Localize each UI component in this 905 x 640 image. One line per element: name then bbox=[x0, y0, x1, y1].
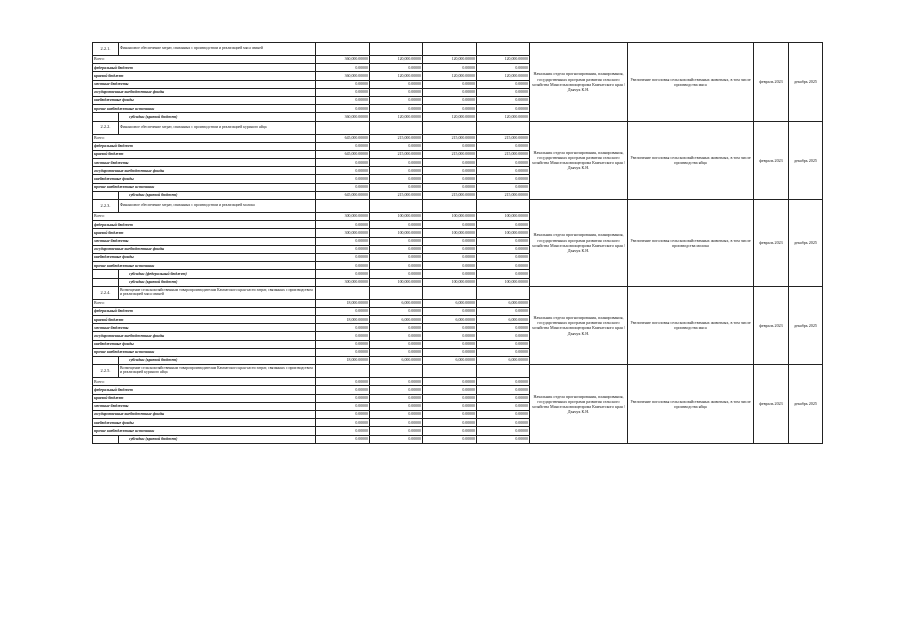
amount-cell: 0.00000 bbox=[316, 142, 370, 150]
amount-cell: 0.00000 bbox=[370, 175, 423, 183]
empty-cell bbox=[370, 365, 423, 378]
funding-source-label: местные бюджеты bbox=[93, 402, 316, 410]
amount-cell: 0.00000 bbox=[423, 340, 477, 348]
amount-cell: 0.00000 bbox=[477, 88, 530, 96]
empty-cell bbox=[370, 121, 423, 134]
funding-source-label: федеральный бюджет bbox=[93, 386, 316, 394]
amount-cell: 0.00000 bbox=[370, 237, 423, 245]
amount-cell: 0.00000 bbox=[316, 64, 370, 72]
funding-source-label: краевой бюджет bbox=[93, 72, 316, 80]
funding-source-label: прочие внебюджетные источники bbox=[93, 262, 316, 270]
amount-cell: 0.00000 bbox=[370, 253, 423, 261]
amount-cell: 0.00000 bbox=[477, 245, 530, 253]
end-date: декабрь 2025 bbox=[789, 365, 823, 444]
amount-cell: 0.00000 bbox=[370, 348, 423, 356]
amount-cell: 0.00000 bbox=[423, 402, 477, 410]
amount-cell: 0.00000 bbox=[423, 221, 477, 229]
amount-cell: 360,000.00000 bbox=[316, 56, 370, 64]
empty-cell bbox=[316, 286, 370, 299]
measure-title: Возмещение сельскохозяйственным товаропроизводителям Камчатского края части затрат, связанных с производством и реализацией куриного яйца bbox=[119, 365, 316, 378]
funding-source-label: местные бюджеты bbox=[93, 237, 316, 245]
amount-cell: 645,000.00000 bbox=[316, 150, 370, 158]
amount-cell: 6,000.00000 bbox=[370, 357, 423, 365]
amount-cell: 120,000.00000 bbox=[477, 72, 530, 80]
amount-cell: 6,000.00000 bbox=[477, 299, 530, 307]
measure-title: Возмещение сельскохозяйственным товаропроизводителям Камчатского края части затрат, связанных с производством и реализацией мяса свиней bbox=[119, 286, 316, 299]
funding-source-label: внебюджетные фонды bbox=[93, 175, 316, 183]
funding-source-label: Всего: bbox=[93, 213, 316, 221]
expected-result: Увеличение поголовья сельскохозяйственных животных, в том числе производства яйца bbox=[628, 365, 754, 444]
amount-cell: 645,000.00000 bbox=[316, 134, 370, 142]
amount-cell: 215,000.00000 bbox=[370, 150, 423, 158]
amount-cell: 120,000.00000 bbox=[423, 72, 477, 80]
amount-cell: 0.00000 bbox=[370, 419, 423, 427]
empty-cell bbox=[93, 113, 119, 121]
amount-cell: 0.00000 bbox=[477, 340, 530, 348]
amount-cell: 0.00000 bbox=[316, 88, 370, 96]
amount-cell: 0.00000 bbox=[316, 221, 370, 229]
amount-cell: 0.00000 bbox=[316, 237, 370, 245]
empty-cell bbox=[477, 286, 530, 299]
amount-cell: 0.00000 bbox=[477, 64, 530, 72]
amount-cell: 0.00000 bbox=[370, 340, 423, 348]
empty-cell bbox=[423, 43, 477, 56]
empty-cell bbox=[316, 365, 370, 378]
amount-cell: 0.00000 bbox=[316, 324, 370, 332]
amount-cell: 6,000.00000 bbox=[370, 299, 423, 307]
amount-cell: 0.00000 bbox=[370, 270, 423, 278]
amount-cell: 100,000.00000 bbox=[423, 229, 477, 237]
empty-cell bbox=[477, 43, 530, 56]
funding-source-label: государственные внебюджетные фонды bbox=[93, 88, 316, 96]
funding-source-label: внебюджетные фонды bbox=[93, 96, 316, 104]
amount-cell: 120,000.00000 bbox=[370, 56, 423, 64]
amount-cell: 0.00000 bbox=[477, 270, 530, 278]
measure-title: Финансовое обеспечение затрат, связанных с производством и реализацией молока bbox=[119, 200, 316, 213]
amount-cell: 0.00000 bbox=[316, 427, 370, 435]
amount-cell: 0.00000 bbox=[423, 419, 477, 427]
amount-cell: 6,000.00000 bbox=[477, 316, 530, 324]
start-date: февраль 2023 bbox=[754, 43, 789, 122]
amount-cell: 0.00000 bbox=[423, 253, 477, 261]
funding-source-label: краевой бюджет bbox=[93, 150, 316, 158]
funding-source-label: краевой бюджет bbox=[93, 394, 316, 402]
amount-cell: 0.00000 bbox=[370, 183, 423, 191]
amount-cell: 215,000.00000 bbox=[477, 150, 530, 158]
empty-cell bbox=[370, 200, 423, 213]
end-date: декабрь 2025 bbox=[789, 121, 823, 200]
amount-cell: 0.00000 bbox=[370, 159, 423, 167]
funding-source-label: краевой бюджет bbox=[93, 229, 316, 237]
amount-cell: 0.00000 bbox=[477, 324, 530, 332]
start-date: февраль 2023 bbox=[754, 121, 789, 200]
start-date: февраль 2023 bbox=[754, 200, 789, 287]
empty-cell bbox=[477, 365, 530, 378]
amount-cell: 0.00000 bbox=[370, 427, 423, 435]
amount-cell: 0.00000 bbox=[370, 410, 423, 418]
funding-source-label: федеральный бюджет bbox=[93, 64, 316, 72]
measure-header-row bbox=[93, 200, 823, 213]
amount-cell: 0.00000 bbox=[423, 142, 477, 150]
amount-cell: 0.00000 bbox=[423, 324, 477, 332]
amount-cell: 215,000.00000 bbox=[423, 150, 477, 158]
amount-cell: 0.00000 bbox=[477, 402, 530, 410]
amount-cell: 0.00000 bbox=[423, 378, 477, 386]
amount-cell: 0.00000 bbox=[316, 175, 370, 183]
empty-cell bbox=[370, 43, 423, 56]
amount-cell: 215,000.00000 bbox=[370, 191, 423, 199]
amount-cell: 0.00000 bbox=[423, 348, 477, 356]
funding-source-label: прочие внебюджетные источники bbox=[93, 348, 316, 356]
measure-code: 2.2.5. bbox=[93, 365, 119, 378]
amount-cell: 100,000.00000 bbox=[477, 213, 530, 221]
amount-cell: 0.00000 bbox=[423, 270, 477, 278]
measure-title: Финансовое обеспечение затрат, связанных с производством и реализацией куриного яйца bbox=[119, 121, 316, 134]
amount-cell: 0.00000 bbox=[316, 402, 370, 410]
amount-cell: 100,000.00000 bbox=[477, 278, 530, 286]
amount-cell: 0.00000 bbox=[477, 105, 530, 113]
amount-cell: 0.00000 bbox=[423, 427, 477, 435]
amount-cell: 0.00000 bbox=[316, 307, 370, 315]
responsible-person: Начальник отдела прогнозирования, планирования, государственных программ развития сельского хозяйства Минсельхозпищепрома Камчатского края / Дьячук К.Н. bbox=[530, 286, 628, 365]
funding-source-label: субсидии (краевой бюджет) bbox=[119, 191, 316, 199]
amount-cell: 0.00000 bbox=[370, 402, 423, 410]
amount-cell: 215,000.00000 bbox=[477, 134, 530, 142]
measure-code: 2.2.2. bbox=[93, 121, 119, 134]
empty-cell bbox=[93, 270, 119, 278]
amount-cell: 0.00000 bbox=[477, 348, 530, 356]
empty-cell bbox=[93, 191, 119, 199]
amount-cell: 0.00000 bbox=[316, 386, 370, 394]
amount-cell: 100,000.00000 bbox=[370, 278, 423, 286]
measure-code: 2.2.3. bbox=[93, 200, 119, 213]
amount-cell: 0.00000 bbox=[370, 88, 423, 96]
funding-source-label: Всего: bbox=[93, 378, 316, 386]
funding-source-label: внебюджетные фонды bbox=[93, 419, 316, 427]
amount-cell: 0.00000 bbox=[477, 332, 530, 340]
funding-source-label: внебюджетные фонды bbox=[93, 340, 316, 348]
funding-source-label: субсидии (краевой бюджет) bbox=[119, 113, 316, 121]
amount-cell: 0.00000 bbox=[423, 332, 477, 340]
amount-cell: 0.00000 bbox=[423, 410, 477, 418]
empty-cell bbox=[423, 365, 477, 378]
amount-cell: 360,000.00000 bbox=[316, 72, 370, 80]
amount-cell: 0.00000 bbox=[316, 245, 370, 253]
funding-source-label: Всего: bbox=[93, 134, 316, 142]
amount-cell: 0.00000 bbox=[423, 183, 477, 191]
amount-cell: 0.00000 bbox=[370, 386, 423, 394]
amount-cell: 100,000.00000 bbox=[423, 213, 477, 221]
measure-code: 2.2.4. bbox=[93, 286, 119, 299]
funding-source-label: субсидии (федеральный бюджет) bbox=[119, 270, 316, 278]
amount-cell: 0.00000 bbox=[316, 262, 370, 270]
amount-cell: 0.00000 bbox=[477, 96, 530, 104]
empty-cell bbox=[316, 43, 370, 56]
amount-cell: 0.00000 bbox=[423, 245, 477, 253]
amount-cell: 645,000.00000 bbox=[316, 191, 370, 199]
empty-cell bbox=[93, 357, 119, 365]
empty-cell bbox=[477, 200, 530, 213]
amount-cell: 0.00000 bbox=[423, 64, 477, 72]
amount-cell: 0.00000 bbox=[370, 245, 423, 253]
amount-cell: 0.00000 bbox=[316, 378, 370, 386]
amount-cell: 0.00000 bbox=[370, 142, 423, 150]
amount-cell: 360,000.00000 bbox=[316, 113, 370, 121]
funding-source-label: федеральный бюджет bbox=[93, 221, 316, 229]
amount-cell: 0.00000 bbox=[370, 394, 423, 402]
measure-title: Финансовое обеспечение затрат, связанных с производством и реализацией мяса свиней bbox=[119, 43, 316, 56]
amount-cell: 120,000.00000 bbox=[423, 56, 477, 64]
amount-cell: 0.00000 bbox=[423, 262, 477, 270]
amount-cell: 0.00000 bbox=[370, 96, 423, 104]
end-date: декабрь 2025 bbox=[789, 200, 823, 287]
amount-cell: 0.00000 bbox=[370, 332, 423, 340]
amount-cell: 0.00000 bbox=[423, 237, 477, 245]
expected-result: Увеличение поголовья сельскохозяйственных животных, в том числе производства яйца bbox=[628, 121, 754, 200]
responsible-person: Начальник отдела прогнозирования, планирования, государственных программ развития сельского хозяйства Минсельхозпищепрома Камчатского края / Дьячук К.Н. bbox=[530, 200, 628, 287]
amount-cell: 18,000.00000 bbox=[316, 316, 370, 324]
amount-cell: 0.00000 bbox=[370, 262, 423, 270]
start-date: февраль 2023 bbox=[754, 286, 789, 365]
amount-cell: 0.00000 bbox=[316, 253, 370, 261]
amount-cell: 0.00000 bbox=[477, 167, 530, 175]
funding-source-label: субсидии (краевой бюджет) bbox=[119, 278, 316, 286]
amount-cell: 215,000.00000 bbox=[370, 134, 423, 142]
empty-cell bbox=[93, 435, 119, 443]
amount-cell: 0.00000 bbox=[477, 175, 530, 183]
empty-cell bbox=[423, 286, 477, 299]
amount-cell: 0.00000 bbox=[423, 105, 477, 113]
amount-cell: 0.00000 bbox=[316, 159, 370, 167]
empty-cell bbox=[423, 121, 477, 134]
program-measures-table bbox=[92, 42, 823, 444]
amount-cell: 100,000.00000 bbox=[423, 278, 477, 286]
funding-source-label: Всего: bbox=[93, 56, 316, 64]
amount-cell: 0.00000 bbox=[316, 270, 370, 278]
funding-source-label: местные бюджеты bbox=[93, 80, 316, 88]
amount-cell: 18,000.00000 bbox=[316, 357, 370, 365]
amount-cell: 0.00000 bbox=[477, 253, 530, 261]
empty-cell bbox=[316, 200, 370, 213]
measure-header-row bbox=[93, 121, 823, 134]
amount-cell: 0.00000 bbox=[316, 340, 370, 348]
amount-cell: 0.00000 bbox=[477, 435, 530, 443]
amount-cell: 0.00000 bbox=[316, 80, 370, 88]
amount-cell: 0.00000 bbox=[423, 307, 477, 315]
amount-cell: 120,000.00000 bbox=[477, 56, 530, 64]
amount-cell: 0.00000 bbox=[477, 410, 530, 418]
amount-cell: 0.00000 bbox=[316, 435, 370, 443]
amount-cell: 0.00000 bbox=[370, 105, 423, 113]
amount-cell: 300,000.00000 bbox=[316, 229, 370, 237]
amount-cell: 100,000.00000 bbox=[370, 213, 423, 221]
funding-source-label: краевой бюджет bbox=[93, 316, 316, 324]
amount-cell: 215,000.00000 bbox=[423, 134, 477, 142]
expected-result: Увеличение поголовья сельскохозяйственных животных, в том числе производства мяса bbox=[628, 286, 754, 365]
funding-source-label: государственные внебюджетные фонды bbox=[93, 332, 316, 340]
start-date: февраль 2023 bbox=[754, 365, 789, 444]
amount-cell: 0.00000 bbox=[477, 427, 530, 435]
amount-cell: 0.00000 bbox=[423, 394, 477, 402]
amount-cell: 100,000.00000 bbox=[370, 229, 423, 237]
empty-cell bbox=[93, 278, 119, 286]
amount-cell: 0.00000 bbox=[477, 262, 530, 270]
amount-cell: 0.00000 bbox=[477, 159, 530, 167]
amount-cell: 300,000.00000 bbox=[316, 213, 370, 221]
amount-cell: 0.00000 bbox=[423, 88, 477, 96]
amount-cell: 0.00000 bbox=[370, 64, 423, 72]
amount-cell: 0.00000 bbox=[423, 435, 477, 443]
amount-cell: 0.00000 bbox=[370, 307, 423, 315]
responsible-person: Начальник отдела прогнозирования, планирования, государственных программ развития сельского хозяйства Минсельхозпищепрома Камчатского края / Дьячук К.Н. bbox=[530, 43, 628, 122]
funding-source-label: прочие внебюджетные источники bbox=[93, 183, 316, 191]
expected-result: Увеличение поголовья сельскохозяйственных животных, в том числе производства мяса bbox=[628, 43, 754, 122]
amount-cell: 0.00000 bbox=[370, 80, 423, 88]
measure-header-row bbox=[93, 365, 823, 378]
amount-cell: 0.00000 bbox=[316, 105, 370, 113]
amount-cell: 6,000.00000 bbox=[423, 357, 477, 365]
amount-cell: 0.00000 bbox=[316, 410, 370, 418]
funding-source-label: местные бюджеты bbox=[93, 159, 316, 167]
amount-cell: 120,000.00000 bbox=[370, 113, 423, 121]
amount-cell: 300,000.00000 bbox=[316, 278, 370, 286]
amount-cell: 215,000.00000 bbox=[477, 191, 530, 199]
funding-source-label: прочие внебюджетные источники bbox=[93, 427, 316, 435]
amount-cell: 0.00000 bbox=[316, 394, 370, 402]
amount-cell: 0.00000 bbox=[316, 183, 370, 191]
amount-cell: 0.00000 bbox=[370, 435, 423, 443]
amount-cell: 0.00000 bbox=[477, 221, 530, 229]
responsible-person: Начальник отдела прогнозирования, планирования, государственных программ развития сельского хозяйства Минсельхозпищепрома Камчатского края / Дьячук К.Н. bbox=[530, 365, 628, 444]
amount-cell: 6,000.00000 bbox=[477, 357, 530, 365]
end-date: декабрь 2025 bbox=[789, 286, 823, 365]
amount-cell: 18,000.00000 bbox=[316, 299, 370, 307]
amount-cell: 0.00000 bbox=[477, 80, 530, 88]
amount-cell: 0.00000 bbox=[316, 96, 370, 104]
amount-cell: 0.00000 bbox=[316, 419, 370, 427]
amount-cell: 0.00000 bbox=[477, 386, 530, 394]
responsible-person: Начальник отдела прогнозирования, планирования, государственных программ развития сельского хозяйства Минсельхозпищепрома Камчатского края / Дьячук К.Н. bbox=[530, 121, 628, 200]
amount-cell: 120,000.00000 bbox=[423, 113, 477, 121]
funding-source-label: субсидии (краевой бюджет) bbox=[119, 435, 316, 443]
amount-cell: 0.00000 bbox=[477, 394, 530, 402]
amount-cell: 0.00000 bbox=[370, 167, 423, 175]
funding-source-label: федеральный бюджет bbox=[93, 307, 316, 315]
amount-cell: 0.00000 bbox=[316, 348, 370, 356]
funding-source-label: федеральный бюджет bbox=[93, 142, 316, 150]
funding-source-label: государственные внебюджетные фонды bbox=[93, 167, 316, 175]
amount-cell: 0.00000 bbox=[316, 167, 370, 175]
amount-cell: 100,000.00000 bbox=[477, 229, 530, 237]
amount-cell: 0.00000 bbox=[423, 80, 477, 88]
amount-cell: 0.00000 bbox=[477, 183, 530, 191]
amount-cell: 120,000.00000 bbox=[477, 113, 530, 121]
amount-cell: 0.00000 bbox=[423, 386, 477, 394]
empty-cell bbox=[423, 200, 477, 213]
amount-cell: 0.00000 bbox=[477, 378, 530, 386]
amount-cell: 0.00000 bbox=[316, 332, 370, 340]
amount-cell: 0.00000 bbox=[423, 159, 477, 167]
amount-cell: 0.00000 bbox=[370, 324, 423, 332]
amount-cell: 120,000.00000 bbox=[370, 72, 423, 80]
amount-cell: 6,000.00000 bbox=[370, 316, 423, 324]
funding-source-label: государственные внебюджетные фонды bbox=[93, 410, 316, 418]
empty-cell bbox=[370, 286, 423, 299]
amount-cell: 215,000.00000 bbox=[423, 191, 477, 199]
measure-header-row bbox=[93, 286, 823, 299]
amount-cell: 6,000.00000 bbox=[423, 299, 477, 307]
funding-source-label: местные бюджеты bbox=[93, 324, 316, 332]
funding-source-label: государственные внебюджетные фонды bbox=[93, 245, 316, 253]
funding-source-label: внебюджетные фонды bbox=[93, 253, 316, 261]
expected-result: Увеличение поголовья сельскохозяйственных животных, в том числе производства молока bbox=[628, 200, 754, 287]
empty-cell bbox=[477, 121, 530, 134]
measure-header-row bbox=[93, 43, 823, 56]
amount-cell: 0.00000 bbox=[423, 96, 477, 104]
amount-cell: 0.00000 bbox=[423, 175, 477, 183]
funding-source-label: Всего: bbox=[93, 299, 316, 307]
empty-cell bbox=[316, 121, 370, 134]
amount-cell: 0.00000 bbox=[370, 378, 423, 386]
amount-cell: 0.00000 bbox=[477, 142, 530, 150]
program-table-page bbox=[92, 42, 822, 444]
table-body bbox=[93, 43, 823, 444]
end-date: декабрь 2025 bbox=[789, 43, 823, 122]
amount-cell: 0.00000 bbox=[477, 307, 530, 315]
funding-source-label: прочие внебюджетные источники bbox=[93, 105, 316, 113]
measure-code: 2.2.1. bbox=[93, 43, 119, 56]
amount-cell: 0.00000 bbox=[370, 221, 423, 229]
funding-source-label: субсидии (краевой бюджет) bbox=[119, 357, 316, 365]
amount-cell: 6,000.00000 bbox=[423, 316, 477, 324]
amount-cell: 0.00000 bbox=[423, 167, 477, 175]
amount-cell: 0.00000 bbox=[477, 237, 530, 245]
amount-cell: 0.00000 bbox=[477, 419, 530, 427]
